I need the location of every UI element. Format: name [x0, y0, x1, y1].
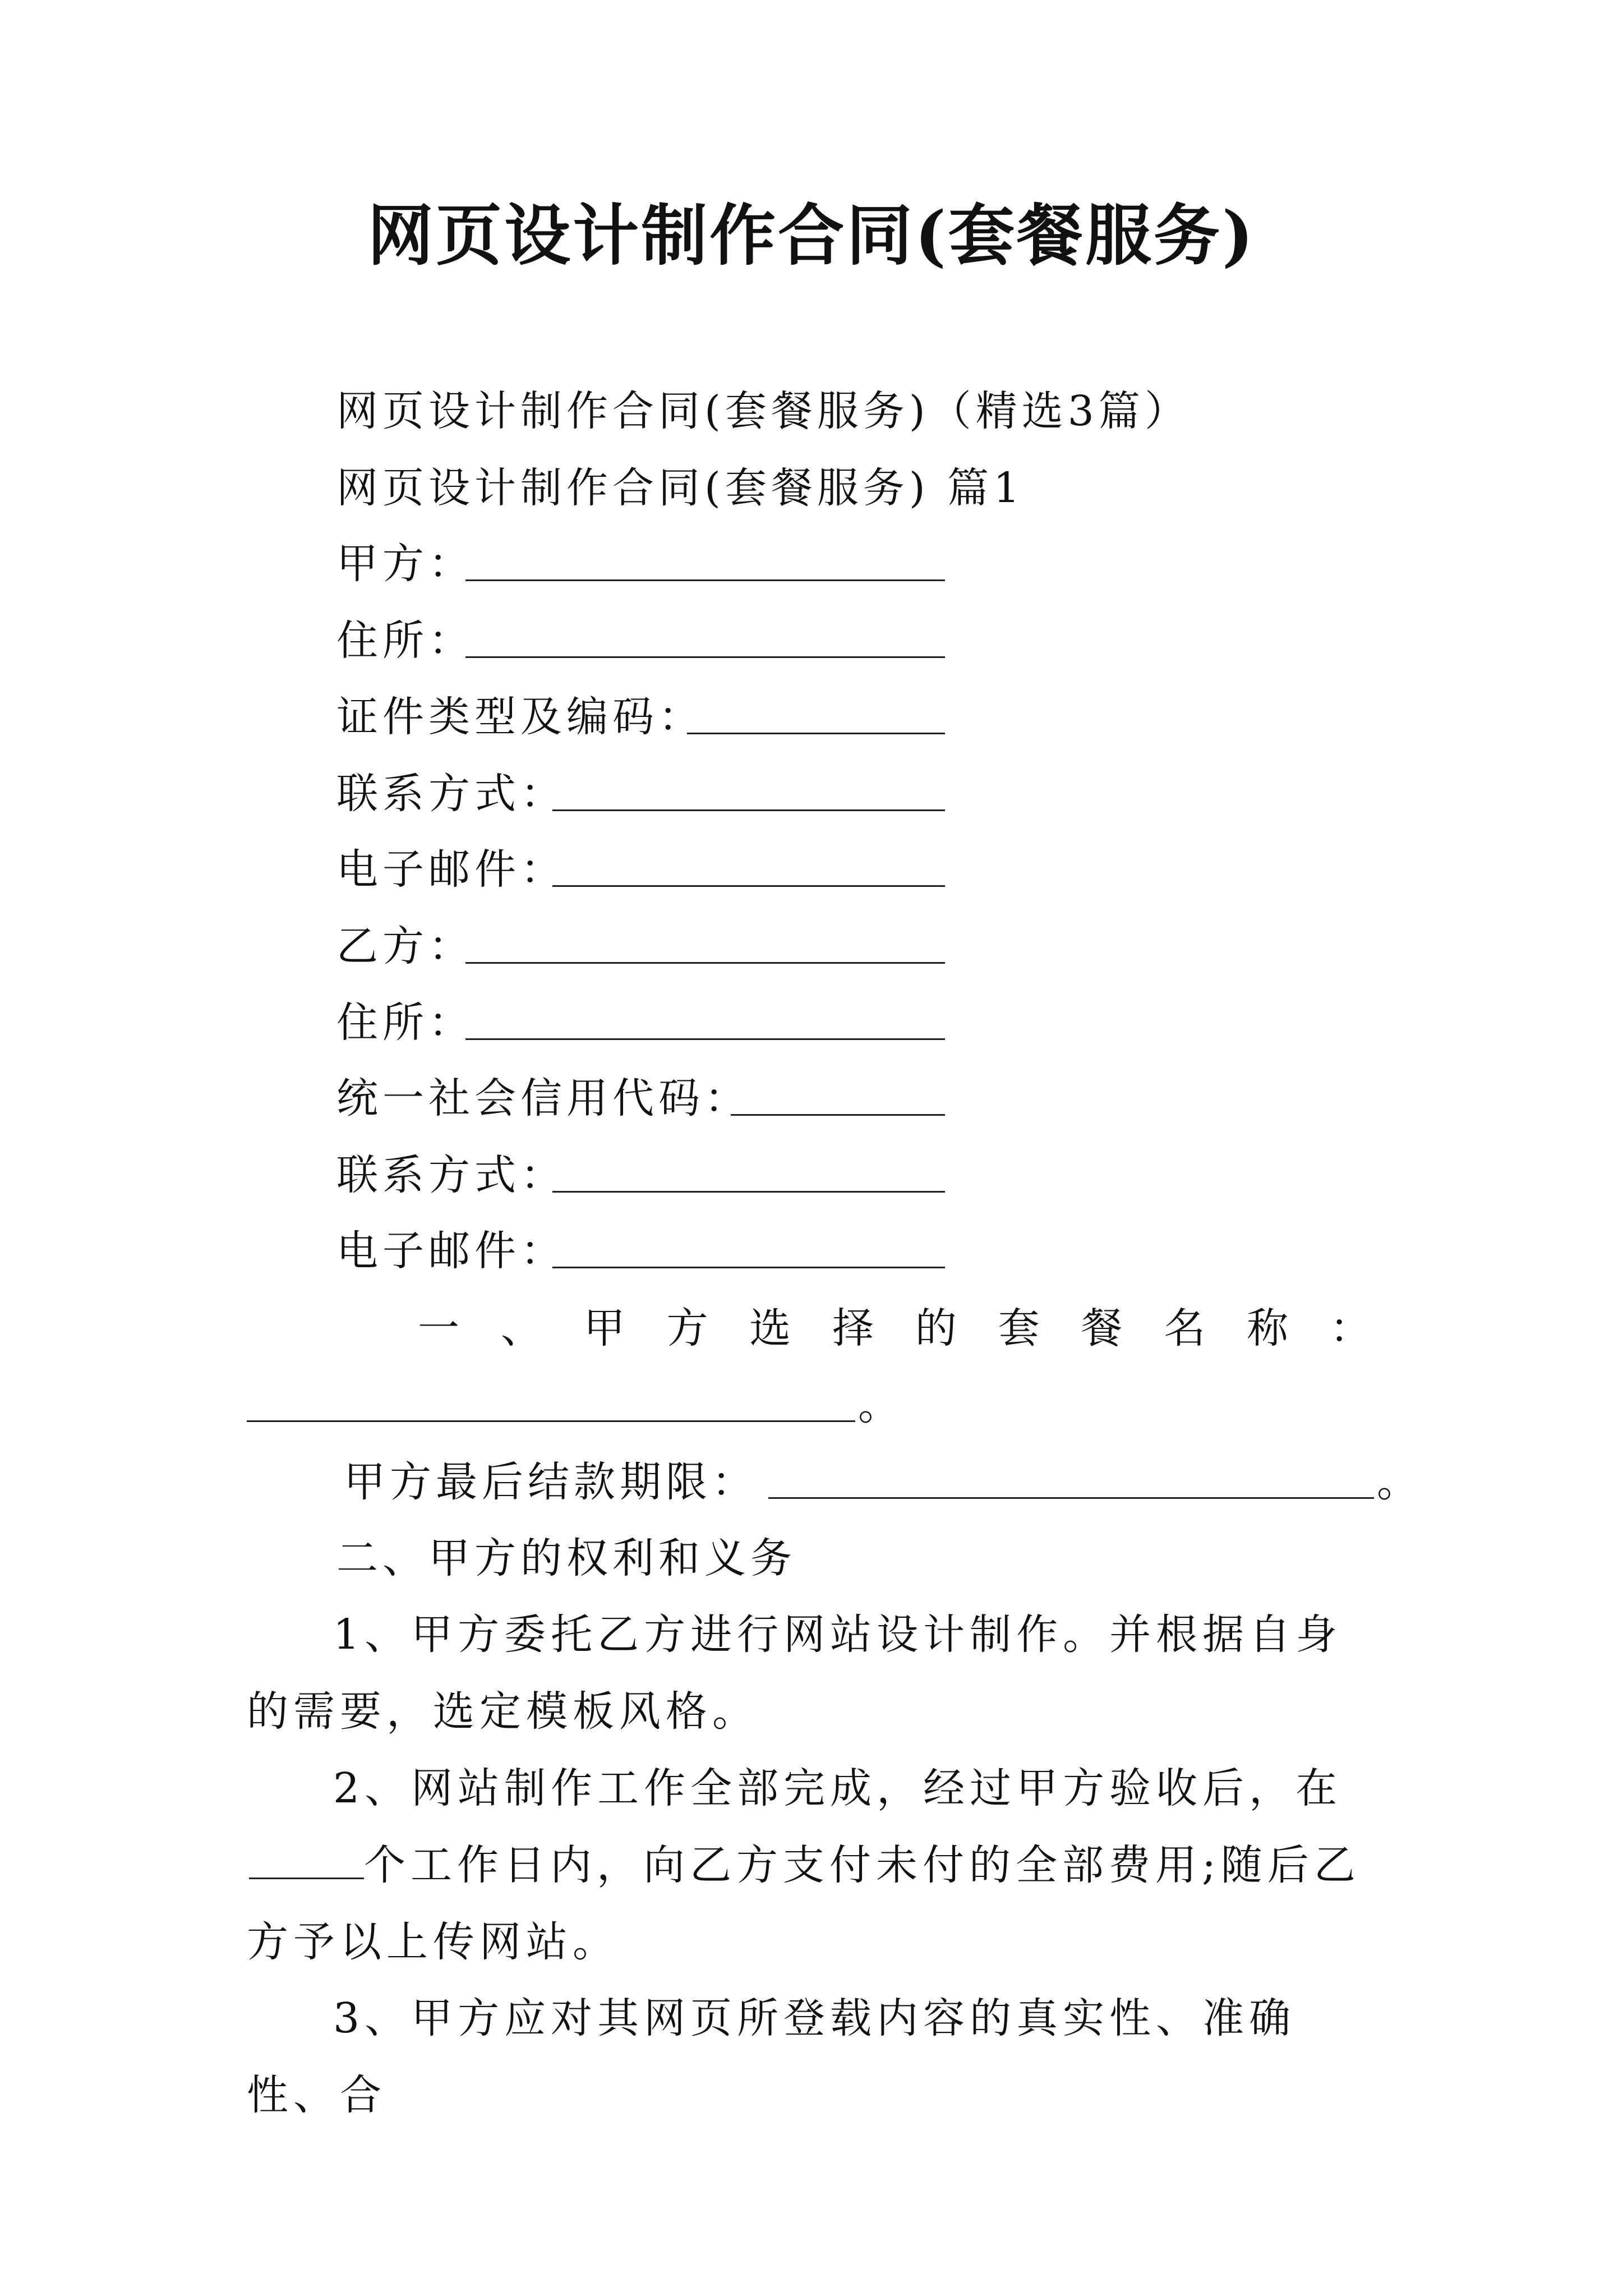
party-a-address-blank[interactable]	[465, 656, 945, 658]
party-b-email-blank[interactable]	[552, 1267, 945, 1268]
field-label: 住所：	[336, 999, 474, 1047]
party-a-contact-blank[interactable]	[552, 809, 945, 811]
party-b-name-blank[interactable]	[465, 962, 945, 964]
field-label: 统一社会信用代码：	[336, 1074, 750, 1122]
payment-deadline-period: 。	[1377, 1458, 1423, 1506]
party-a-contact-field	[336, 766, 566, 822]
package-char: 的	[915, 1304, 957, 1352]
package-char: 择	[832, 1304, 874, 1352]
payment-deadline-label: 甲方最后结款期限：	[344, 1458, 758, 1506]
clause-2-text-a: 2、网站制作工作全部完成，经过甲方验收后，在	[333, 1764, 1343, 1812]
party-b-address-blank[interactable]	[465, 1038, 945, 1040]
party-a-name-field	[336, 536, 474, 592]
payment-deadline-blank[interactable]	[768, 1497, 1374, 1499]
party-b-name-field	[336, 918, 474, 974]
package-char: 称	[1247, 1304, 1289, 1352]
party-a-id-field	[336, 689, 704, 745]
field-label: 联系方式：	[336, 770, 566, 818]
package-char: 套	[998, 1304, 1040, 1352]
package-name-blank[interactable]	[247, 1420, 855, 1422]
party-a-id-blank[interactable]	[687, 733, 945, 734]
clause-2-days-blank[interactable]	[249, 1838, 364, 1879]
party-b-address-field	[336, 995, 474, 1051]
package-char: 餐	[1081, 1304, 1123, 1352]
party-b-email-field	[336, 1223, 566, 1279]
package-char: 选	[749, 1304, 791, 1352]
party-a-email-field	[336, 841, 566, 898]
field-label: 住所：	[336, 616, 474, 665]
party-b-contact-field	[336, 1147, 566, 1203]
package-name-line	[418, 1300, 1371, 1356]
party-b-contact-blank[interactable]	[552, 1191, 945, 1193]
package-char: 方	[666, 1304, 708, 1352]
field-label: 电子邮件：	[336, 845, 566, 894]
field-label: 联系方式：	[336, 1151, 566, 1199]
section-two-heading: 二、甲方的权利和义务	[336, 1534, 796, 1582]
section-heading: 网页设计制作合同(套餐服务) 篇1	[336, 464, 1025, 512]
party-a-name-blank[interactable]	[465, 579, 945, 581]
package-char: 甲	[583, 1304, 625, 1352]
package-char: 一	[418, 1304, 459, 1352]
party-b-credit-code-blank[interactable]	[731, 1114, 945, 1116]
party-b-credit-code-field	[336, 1070, 750, 1126]
party-a-email-blank[interactable]	[552, 885, 945, 887]
field-label: 证件类型及编码：	[336, 693, 704, 741]
field-label: 乙方：	[336, 922, 474, 970]
clause-1: 1、甲方委托乙方进行网站设计制作。并根据自身的需要，选定模板风格。	[247, 1611, 1343, 1736]
package-char: ：	[1329, 1304, 1371, 1352]
clause-2	[247, 1750, 1385, 1981]
party-a-address-field	[336, 613, 474, 669]
clause-3: 3、甲方应对其网页所登载内容的真实性、准确性、合	[247, 1994, 1296, 2119]
collection-subtitle: 网页设计制作合同(套餐服务)（精选3篇）	[336, 387, 1191, 435]
document-title: 网页设计制作合同(套餐服务)	[367, 196, 1256, 274]
package-name-period: 。	[858, 1381, 904, 1429]
field-label: 电子邮件：	[336, 1227, 566, 1275]
package-char: 、	[500, 1304, 542, 1352]
package-char: 名	[1164, 1304, 1206, 1352]
clause-2-text-b: 个工作日内，向乙方支付未付的全部费用;随后乙方予以上传网站。	[247, 1841, 1361, 1966]
field-label: 甲方：	[336, 540, 474, 588]
